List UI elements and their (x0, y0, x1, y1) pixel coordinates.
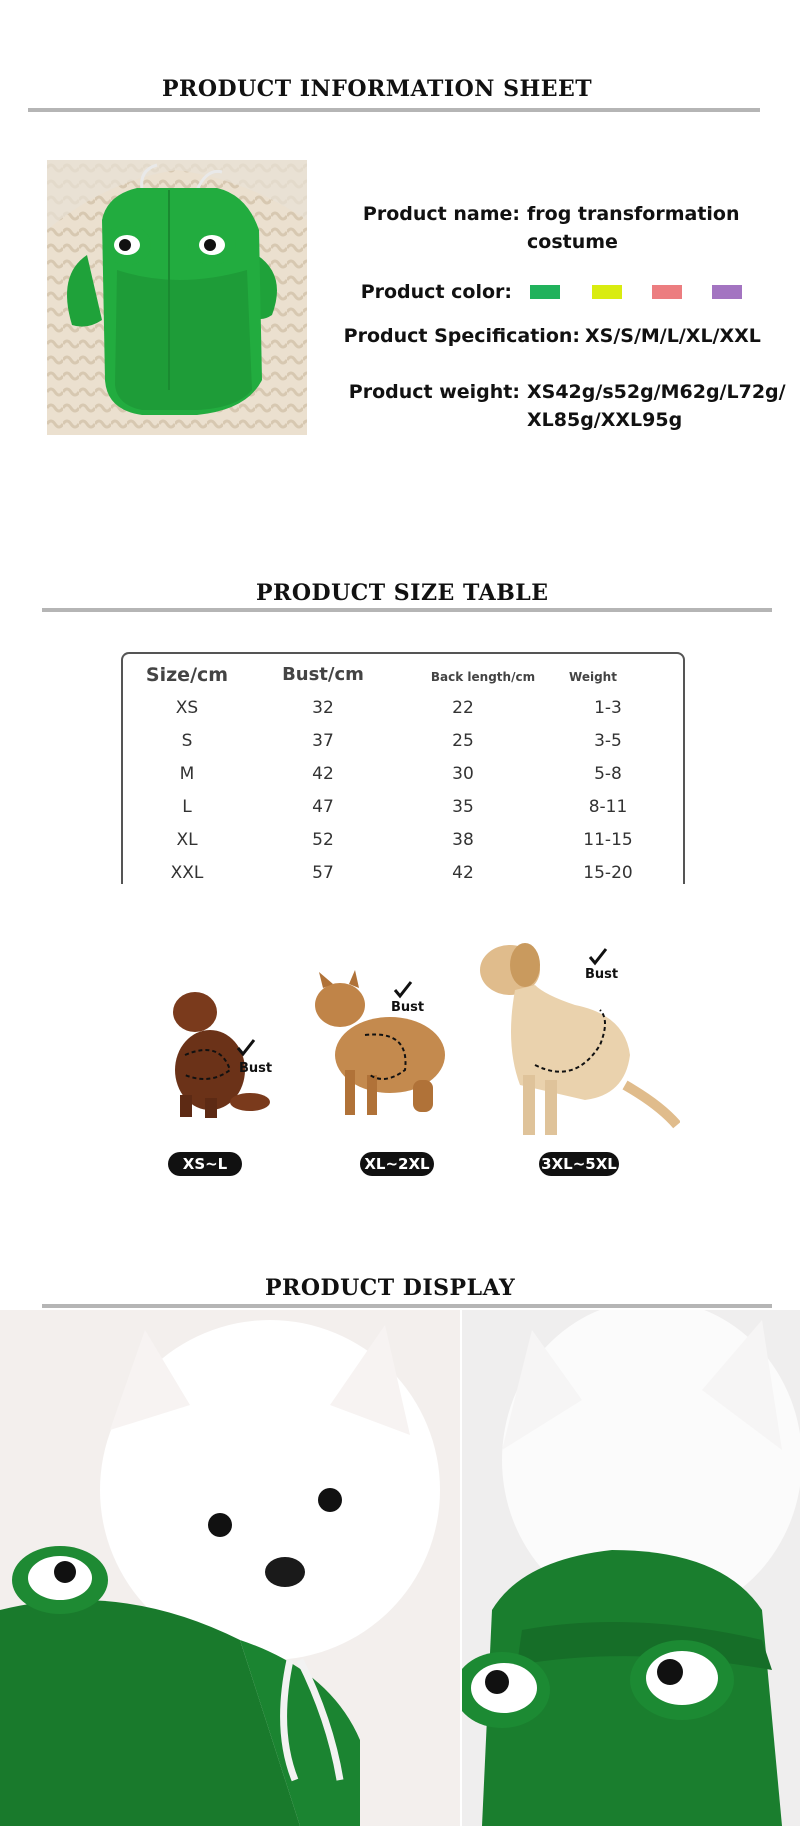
product-spec-value: XS/S/M/L/XL/XXL (585, 325, 761, 347)
color-swatch-green (530, 285, 560, 299)
bust-cell: 32 (312, 698, 334, 718)
display-photo-front (0, 1310, 460, 1826)
product-name-row (0, 200, 800, 256)
size-cell: XL (176, 830, 198, 850)
size-section-title: PRODUCT SIZE TABLE (256, 580, 549, 606)
bust-cell: 57 (312, 863, 334, 883)
size-range-label-large: 3XL~5XL (539, 1152, 619, 1176)
product-color-label: Product color: (360, 281, 512, 303)
product-name-value-line2: costume (527, 231, 618, 253)
bust-cell: 52 (312, 830, 334, 850)
size-cell: XXL (170, 863, 204, 883)
product-weight-label: Product weight: (348, 381, 520, 403)
product-spec-label: Product Specification: (343, 325, 580, 347)
weight-cell: 11-15 (583, 830, 633, 850)
color-swatch-pink (652, 285, 682, 299)
product-weight-value-line2: XL85g/XXL95g (527, 409, 683, 431)
weight-cell: 3-5 (594, 731, 622, 751)
back-length-cell: 25 (452, 731, 474, 751)
size-cell: S (181, 731, 193, 751)
back-length-cell: 22 (452, 698, 474, 718)
back-length-cell: 38 (452, 830, 474, 850)
info-section-rule (28, 108, 760, 112)
product-name-label: Product name: (362, 203, 520, 225)
display-photo-back (462, 1310, 800, 1826)
size-cell: M (179, 764, 195, 784)
bust-label-small: Bust (239, 1061, 273, 1076)
color-swatch-yellow (592, 285, 622, 299)
size-table-header-bust: Bust/cm (282, 664, 364, 685)
size-cell: L (182, 797, 192, 817)
bust-cell: 47 (312, 797, 334, 817)
product-name-value-line1: frog transformation (527, 203, 740, 225)
product-color-row (0, 278, 800, 306)
product-spec-row (0, 322, 800, 350)
display-section-title: PRODUCT DISPLAY (265, 1275, 516, 1301)
weight-cell: 8-11 (588, 797, 628, 817)
size-cell: XS (175, 698, 199, 718)
large-dog-illustration (465, 935, 680, 1145)
product-weight-value-line1: XS42g/s52g/M62g/L72g/ (527, 381, 786, 403)
bust-cell: 37 (312, 731, 334, 751)
size-section-rule (42, 608, 772, 612)
weight-cell: 15-20 (583, 863, 633, 883)
size-range-label-small: XS~L (168, 1152, 242, 1176)
size-range-label-medium: XL~2XL (360, 1152, 434, 1176)
size-table (121, 652, 685, 884)
bust-label-large: Bust (585, 967, 619, 982)
weight-cell: 1-3 (594, 698, 622, 718)
bust-cell: 42 (312, 764, 334, 784)
medium-dog-illustration (305, 970, 455, 1125)
info-section-title: PRODUCT INFORMATION SHEET (162, 76, 593, 102)
back-length-cell: 42 (452, 863, 474, 883)
product-weight-row (0, 378, 800, 434)
back-length-cell: 30 (452, 764, 474, 784)
size-table-header-size: Size/cm (145, 664, 229, 686)
small-dog-illustration (150, 990, 280, 1125)
size-table-header-back-length: Back length/cm (430, 670, 536, 684)
size-table-header-weight: Weight (569, 670, 617, 684)
weight-cell: 5-8 (594, 764, 622, 784)
bust-label-medium: Bust (391, 1000, 425, 1015)
display-section-rule (42, 1304, 772, 1308)
color-swatch-purple (712, 285, 742, 299)
back-length-cell: 35 (452, 797, 474, 817)
